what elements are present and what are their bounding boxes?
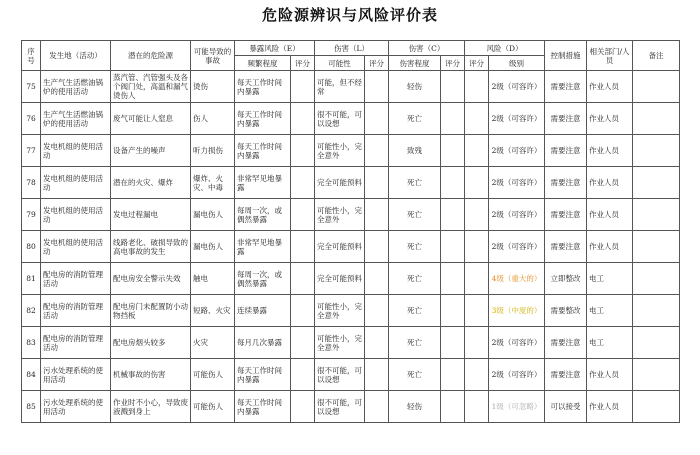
cell-accident: 可能伤人 — [191, 359, 235, 391]
cell-seq: 82 — [22, 295, 41, 327]
cell-level: 4级（重大的） — [489, 263, 545, 295]
cell-hazard: 潜在的火灾、爆炸 — [111, 167, 191, 199]
cell-l-score — [365, 103, 389, 135]
header-d-score: 评分 — [465, 56, 489, 71]
cell-hazard: 蒸汽管、汽管强头及各个阀门处，高温和漏气烫伤人 — [111, 71, 191, 103]
cell-dept: 作业人员 — [587, 199, 633, 231]
cell-hazard: 发电过程漏电 — [111, 199, 191, 231]
header-e-score: 评分 — [291, 56, 315, 71]
table-row — [22, 391, 680, 423]
cell-level: 2级（可容许） — [489, 231, 545, 263]
cell-e-score — [291, 295, 315, 327]
cell-place: 污水处理系统的使用活动 — [41, 391, 111, 423]
cell-seq: 75 — [22, 71, 41, 103]
cell-dept: 作业人员 — [587, 71, 633, 103]
cell-possibility: 可能，但不经常 — [315, 71, 365, 103]
cell-seq: 83 — [22, 327, 41, 359]
cell-c-score — [441, 295, 465, 327]
cell-hazard: 设备产生的噪声 — [111, 135, 191, 167]
cell-d-score — [465, 391, 489, 423]
header-exposure: 暴露风险（E） — [235, 41, 315, 56]
cell-possibility: 可能性小，完全意外 — [315, 295, 365, 327]
cell-e-score — [291, 263, 315, 295]
cell-e-score — [291, 103, 315, 135]
cell-exposure: 每天工作时间内暴露 — [235, 103, 291, 135]
cell-l-score — [365, 135, 389, 167]
cell-c-score — [441, 359, 465, 391]
cell-control: 需要注意 — [545, 327, 587, 359]
table-row — [22, 359, 680, 391]
cell-remark — [633, 167, 680, 199]
cell-d-score — [465, 359, 489, 391]
cell-c-score — [441, 231, 465, 263]
cell-c-score — [441, 263, 465, 295]
cell-place: 生产气生活燃油锅炉的使用活动 — [41, 103, 111, 135]
cell-remark — [633, 71, 680, 103]
cell-l-score — [365, 327, 389, 359]
cell-harm: 轻伤 — [389, 391, 441, 423]
cell-remark — [633, 199, 680, 231]
cell-control: 立即整改 — [545, 263, 587, 295]
header-c-score: 评分 — [441, 56, 465, 71]
cell-dept: 电工 — [587, 263, 633, 295]
table-row — [22, 327, 680, 359]
cell-e-score — [291, 359, 315, 391]
cell-level: 2级（可容许） — [489, 359, 545, 391]
cell-d-score — [465, 295, 489, 327]
header-control: 控制措施 — [545, 41, 587, 71]
header-risk: 风险（D） — [465, 41, 545, 56]
cell-seq: 77 — [22, 135, 41, 167]
cell-level: 2级（可容许） — [489, 103, 545, 135]
cell-exposure: 每周一次，或偶然暴露 — [235, 263, 291, 295]
cell-possibility: 很不可能，可以设想 — [315, 359, 365, 391]
cell-c-score — [441, 167, 465, 199]
cell-exposure: 非常罕见地暴露 — [235, 231, 291, 263]
cell-accident: 触电 — [191, 263, 235, 295]
cell-accident: 漏电伤人 — [191, 231, 235, 263]
cell-dept: 作业人员 — [587, 391, 633, 423]
cell-exposure: 每周一次，或偶然暴露 — [235, 199, 291, 231]
cell-place: 发电机组的使用活动 — [41, 231, 111, 263]
cell-accident: 爆炸、火灾、中毒 — [191, 167, 235, 199]
cell-dept: 电工 — [587, 327, 633, 359]
cell-dept: 电工 — [587, 295, 633, 327]
cell-possibility: 可能性小，完全意外 — [315, 135, 365, 167]
cell-l-score — [365, 167, 389, 199]
cell-remark — [633, 135, 680, 167]
header-possibility: 可能性 — [315, 56, 365, 71]
header-accident: 可能导致的事故 — [191, 41, 235, 71]
cell-e-score — [291, 391, 315, 423]
table-row — [22, 135, 680, 167]
cell-dept: 作业人员 — [587, 231, 633, 263]
cell-level: 2级（可容许） — [489, 167, 545, 199]
cell-seq: 84 — [22, 359, 41, 391]
cell-accident: 伤人 — [191, 103, 235, 135]
header-remark: 备注 — [633, 41, 680, 71]
cell-remark — [633, 263, 680, 295]
cell-place: 配电房的消防管理活动 — [41, 263, 111, 295]
cell-hazard: 配电房门未配置防小动物挡板 — [111, 295, 191, 327]
cell-l-score — [365, 199, 389, 231]
cell-d-score — [465, 135, 489, 167]
cell-place: 生产气生活燃油锅炉的使用活动 — [41, 71, 111, 103]
cell-dept: 作业人员 — [587, 103, 633, 135]
cell-place: 配电房的消防管理活动 — [41, 295, 111, 327]
cell-harm: 死亡 — [389, 263, 441, 295]
header-injury: 伤害（L） — [315, 41, 389, 56]
cell-harm: 致残 — [389, 135, 441, 167]
header-place: 发生地（活动） — [41, 41, 111, 71]
cell-accident: 听力损伤 — [191, 135, 235, 167]
cell-possibility: 很不可能，可以设想 — [315, 103, 365, 135]
cell-remark — [633, 391, 680, 423]
cell-d-score — [465, 167, 489, 199]
cell-hazard: 线路老化、破损导致的高电事故的发生 — [111, 231, 191, 263]
cell-control: 需要注意 — [545, 231, 587, 263]
cell-control: 可以接受 — [545, 391, 587, 423]
table-row — [22, 295, 680, 327]
cell-possibility: 完全可能预料 — [315, 263, 365, 295]
cell-accident: 漏电伤人 — [191, 199, 235, 231]
cell-hazard: 机械事故的伤害 — [111, 359, 191, 391]
cell-e-score — [291, 71, 315, 103]
cell-dept: 作业人员 — [587, 167, 633, 199]
cell-possibility: 完全可能预料 — [315, 167, 365, 199]
cell-l-score — [365, 295, 389, 327]
cell-d-score — [465, 327, 489, 359]
header-exposure-freq: 频繁程度 — [235, 56, 291, 71]
cell-d-score — [465, 71, 489, 103]
cell-dept: 作业人员 — [587, 135, 633, 167]
cell-accident: 烫伤 — [191, 71, 235, 103]
table-row — [22, 199, 680, 231]
cell-level: 2级（可容许） — [489, 199, 545, 231]
header-l-score: 评分 — [365, 56, 389, 71]
cell-l-score — [365, 263, 389, 295]
cell-accident: 火灾 — [191, 327, 235, 359]
cell-level: 1级（可忽略） — [489, 391, 545, 423]
risk-table — [21, 40, 680, 423]
cell-harm: 死亡 — [389, 103, 441, 135]
cell-hazard: 配电房安全警示失效 — [111, 263, 191, 295]
cell-l-score — [365, 391, 389, 423]
cell-exposure: 连续暴露 — [235, 295, 291, 327]
cell-control: 需要注意 — [545, 199, 587, 231]
cell-possibility: 可能性小，完全意外 — [315, 327, 365, 359]
cell-remark — [633, 231, 680, 263]
cell-exposure: 每月几次暴露 — [235, 327, 291, 359]
cell-seq: 80 — [22, 231, 41, 263]
cell-d-score — [465, 199, 489, 231]
cell-harm: 死亡 — [389, 359, 441, 391]
cell-remark — [633, 359, 680, 391]
table-row — [22, 231, 680, 263]
cell-harm: 死亡 — [389, 327, 441, 359]
cell-possibility: 完全可能预料 — [315, 231, 365, 263]
cell-d-score — [465, 103, 489, 135]
cell-seq: 81 — [22, 263, 41, 295]
cell-seq: 76 — [22, 103, 41, 135]
cell-level: 2级（可容许） — [489, 135, 545, 167]
cell-c-score — [441, 327, 465, 359]
cell-remark — [633, 103, 680, 135]
cell-possibility: 很不可能，可以设想 — [315, 391, 365, 423]
header-level: 级别 — [489, 56, 545, 71]
cell-exposure: 每天工作时间内暴露 — [235, 71, 291, 103]
cell-e-score — [291, 167, 315, 199]
cell-c-score — [441, 135, 465, 167]
cell-remark — [633, 295, 680, 327]
table-row — [22, 103, 680, 135]
cell-e-score — [291, 199, 315, 231]
cell-hazard: 配电房烟头较多 — [111, 327, 191, 359]
cell-hazard: 废气可能让人窒息 — [111, 103, 191, 135]
cell-control: 需要注意 — [545, 359, 587, 391]
header-dept: 相关部门/人员 — [587, 41, 633, 71]
table-row — [22, 263, 680, 295]
cell-exposure: 非常罕见地暴露 — [235, 167, 291, 199]
cell-hazard: 作业时不小心，导致废液溅到身上 — [111, 391, 191, 423]
cell-e-score — [291, 231, 315, 263]
cell-c-score — [441, 199, 465, 231]
cell-e-score — [291, 135, 315, 167]
page-title: 危险源辨识与风险评价表 — [261, 6, 438, 24]
cell-harm: 死亡 — [389, 231, 441, 263]
cell-exposure: 每天工作时间内暴露 — [235, 391, 291, 423]
cell-place: 发电机组的使用活动 — [41, 167, 111, 199]
cell-level: 3级（中度的） — [489, 295, 545, 327]
table-row — [22, 167, 680, 199]
cell-remark — [633, 327, 680, 359]
cell-harm: 死亡 — [389, 167, 441, 199]
cell-control: 需要注意 — [545, 135, 587, 167]
cell-c-score — [441, 71, 465, 103]
cell-place: 发电机组的使用活动 — [41, 135, 111, 167]
cell-accident: 可能伤人 — [191, 391, 235, 423]
table-header-row — [22, 41, 680, 56]
cell-control: 需要整改 — [545, 295, 587, 327]
cell-place: 配电房的消防管理活动 — [41, 327, 111, 359]
header-harm: 伤害（C） — [389, 41, 465, 56]
cell-accident: 短路、火灾 — [191, 295, 235, 327]
cell-place: 污水处理系统的使用活动 — [41, 359, 111, 391]
cell-d-score — [465, 263, 489, 295]
cell-l-score — [365, 231, 389, 263]
cell-control: 需要注意 — [545, 167, 587, 199]
header-seq: 序号 — [22, 41, 41, 71]
cell-level: 2级（可容许） — [489, 71, 545, 103]
cell-exposure: 每天工作时间内暴露 — [235, 135, 291, 167]
cell-seq: 78 — [22, 167, 41, 199]
cell-harm: 死亡 — [389, 199, 441, 231]
cell-c-score — [441, 391, 465, 423]
cell-harm: 轻伤 — [389, 71, 441, 103]
table-body — [22, 71, 680, 423]
cell-place: 发电机组的使用活动 — [41, 199, 111, 231]
cell-e-score — [291, 327, 315, 359]
cell-seq: 79 — [22, 199, 41, 231]
header-harm-degree: 伤害程度 — [389, 56, 441, 71]
cell-c-score — [441, 103, 465, 135]
cell-l-score — [365, 359, 389, 391]
header-hazard: 潜在的危险源 — [111, 41, 191, 71]
cell-control: 需要注意 — [545, 103, 587, 135]
cell-harm: 死亡 — [389, 295, 441, 327]
cell-d-score — [465, 231, 489, 263]
cell-exposure: 每天工作时间内暴露 — [235, 359, 291, 391]
cell-seq: 85 — [22, 391, 41, 423]
cell-control: 需要注意 — [545, 71, 587, 103]
cell-l-score — [365, 71, 389, 103]
cell-dept: 作业人员 — [587, 359, 633, 391]
cell-level: 2级（可容许） — [489, 327, 545, 359]
cell-possibility: 可能性小，完全意外 — [315, 199, 365, 231]
table-row — [22, 71, 680, 103]
